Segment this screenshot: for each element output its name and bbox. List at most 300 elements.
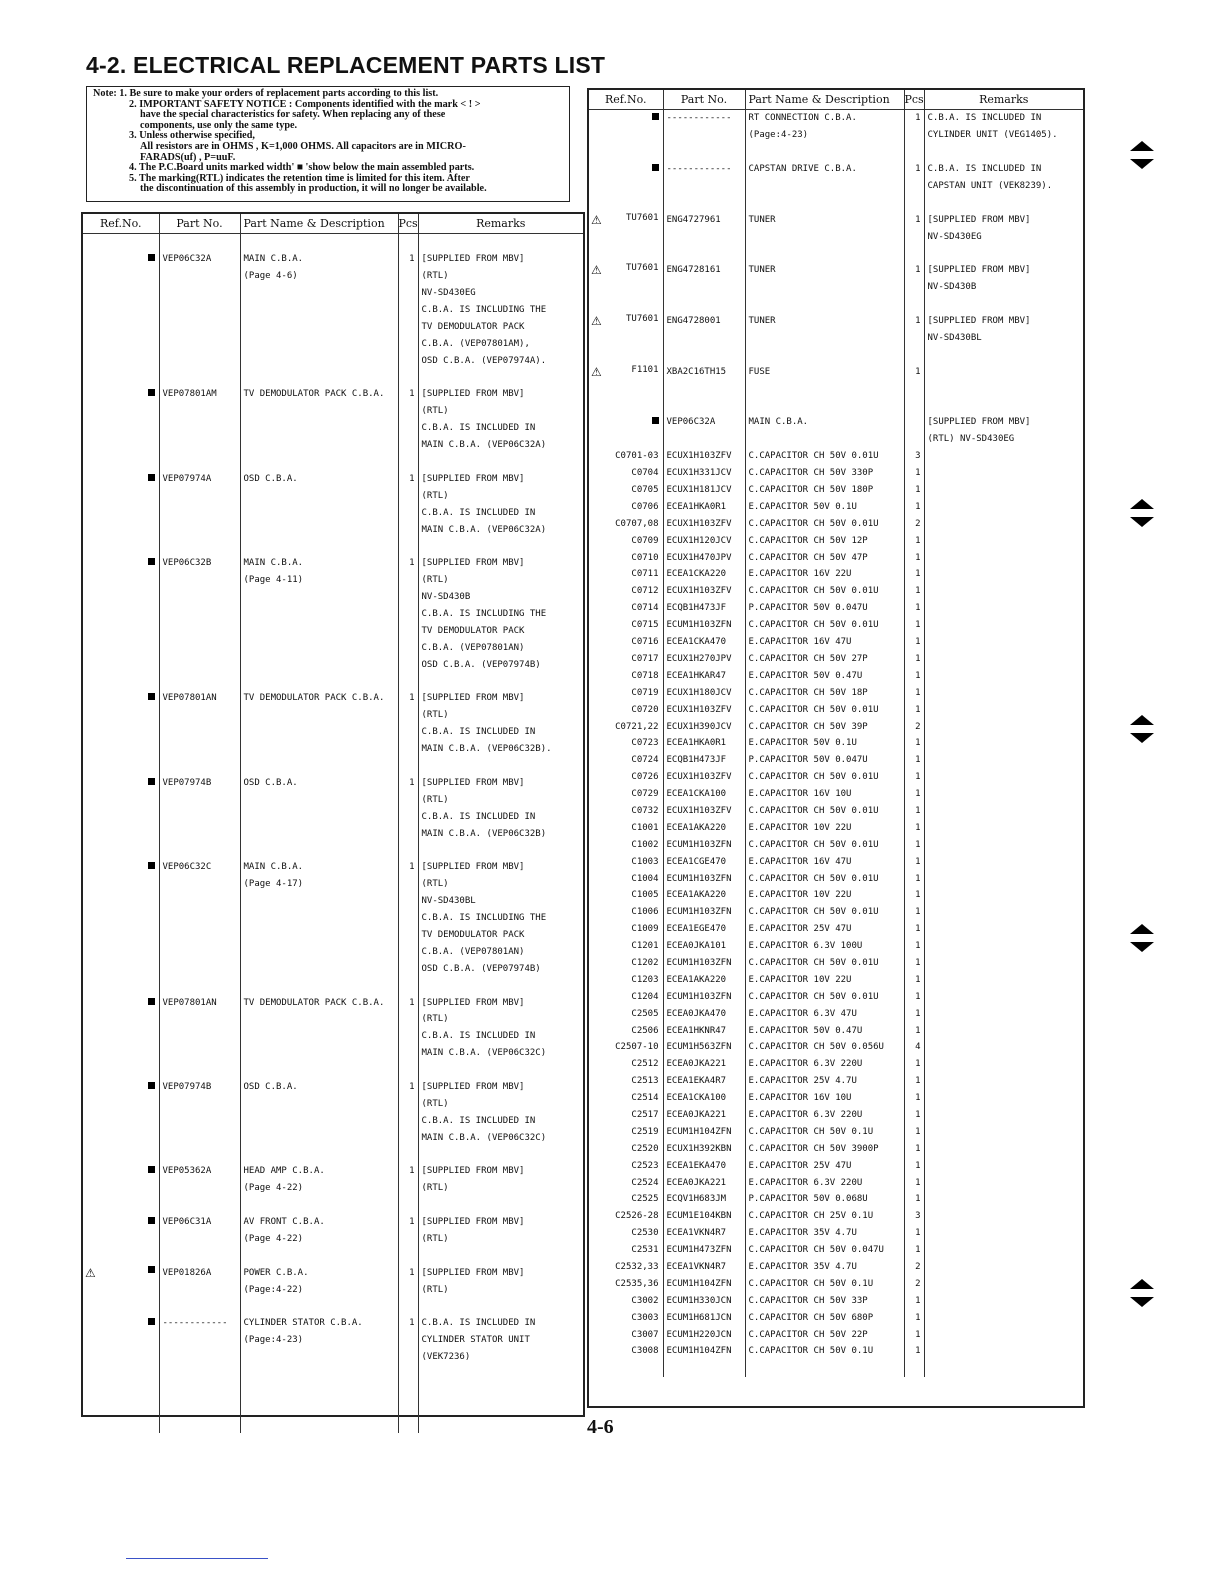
table-row: [589, 684, 1083, 701]
table-row: [83, 369, 583, 386]
table-row: [83, 977, 583, 994]
table-row: [83, 622, 583, 639]
pcs-cell: 1: [904, 870, 924, 887]
table-row: [83, 268, 583, 285]
header-part-name: Part Name & Description: [240, 214, 398, 234]
remarks-cell: [418, 538, 583, 555]
ref-no-text: C1001: [631, 822, 659, 833]
ref-no-cell: [83, 1332, 159, 1349]
remarks-cell: [418, 1197, 583, 1214]
part-no-cell: [159, 724, 240, 741]
part-name-cell: [240, 893, 398, 910]
ref-no-text: C0701-03: [615, 451, 659, 462]
table-row: [589, 1022, 1083, 1039]
part-name-cell: [745, 346, 904, 363]
table-row: [589, 971, 1083, 988]
part-no-cell: VEP06C32A: [159, 251, 240, 268]
part-no-cell: ECUX1H103ZFV: [663, 803, 745, 820]
part-name-cell: C.CAPACITOR CH 50V 3900P: [745, 1140, 904, 1157]
part-no-cell: [663, 1360, 745, 1377]
pcs-cell: 1: [904, 161, 924, 178]
remarks-cell: [924, 1275, 1083, 1292]
ref-no-cell: [83, 859, 159, 876]
ref-no-cell: [589, 938, 663, 955]
ref-no-cell: [589, 667, 663, 684]
ref-no-cell: [589, 397, 663, 414]
part-name-cell: OSD C.B.A.: [240, 1079, 398, 1096]
table-row: [83, 808, 583, 825]
pcs-cell: 1: [904, 1056, 924, 1073]
pcs-cell: 1: [904, 1073, 924, 1090]
table-row: [589, 363, 1083, 380]
part-no-cell: ------------: [663, 161, 745, 178]
pcs-cell: [904, 346, 924, 363]
remarks-cell: C.B.A. (VEP07801AM),: [418, 335, 583, 352]
part-no-cell: [159, 927, 240, 944]
ref-no-cell: [83, 775, 159, 792]
table-row: [83, 234, 583, 251]
pcb-unit-marker-icon: [148, 1217, 155, 1224]
part-no-cell: ECEA1AKA220: [663, 819, 745, 836]
ref-no-cell: [83, 1366, 159, 1383]
remarks-cell: [418, 1416, 583, 1433]
remarks-cell: [924, 1039, 1083, 1056]
table-row: [589, 769, 1083, 786]
pcs-cell: [398, 724, 418, 741]
part-no-cell: ECEA1CGE470: [663, 853, 745, 870]
part-name-cell: E.CAPACITOR 25V 47U: [745, 1157, 904, 1174]
part-name-cell: E.CAPACITOR 16V 10U: [745, 1090, 904, 1107]
ref-no-cell: [589, 228, 663, 245]
ref-no-cell: [589, 1292, 663, 1309]
table-row: [589, 346, 1083, 363]
pcs-cell: 1: [904, 363, 924, 380]
pcs-cell: [398, 673, 418, 690]
remarks-cell: (RTL): [418, 403, 583, 420]
remarks-cell: OSD C.B.A. (VEP07974A).: [418, 352, 583, 369]
ref-no-text: C1006: [631, 907, 659, 918]
ref-no-cell: [589, 955, 663, 972]
ref-no-cell: [589, 600, 663, 617]
part-name-cell: TUNER: [745, 262, 904, 279]
remarks-cell: [924, 1174, 1083, 1191]
table-row: [589, 634, 1083, 651]
part-no-cell: ECUX1H392KBN: [663, 1140, 745, 1157]
ref-no-cell: [589, 1191, 663, 1208]
remarks-cell: C.B.A. IS INCLUDED IN: [924, 161, 1083, 178]
part-no-cell: [159, 1231, 240, 1248]
table-row: [83, 437, 583, 454]
remarks-cell: [924, 380, 1083, 397]
ref-no-text: C2513: [631, 1076, 659, 1087]
part-name-cell: [240, 521, 398, 538]
pcs-cell: [398, 943, 418, 960]
part-name-cell: MAIN C.B.A.: [240, 251, 398, 268]
pcs-cell: [398, 369, 418, 386]
ref-no-text: C0715: [631, 620, 659, 631]
ref-no-cell: [589, 566, 663, 583]
part-name-cell: C.CAPACITOR CH 50V 0.01U: [745, 904, 904, 921]
remarks-cell: (RTL): [418, 1011, 583, 1028]
pcs-cell: [398, 420, 418, 437]
part-no-cell: VEP07974A: [159, 470, 240, 487]
note-line: the discontinuation of this assembly in production, it will no longer be available.: [140, 183, 487, 195]
part-no-cell: [159, 606, 240, 623]
ref-no-cell: [83, 741, 159, 758]
part-name-cell: C.CAPACITOR CH 50V 12P: [745, 532, 904, 549]
remarks-cell: [924, 819, 1083, 836]
part-name-cell: P.CAPACITOR 50V 0.047U: [745, 752, 904, 769]
part-no-cell: [159, 1281, 240, 1298]
part-no-cell: ECEA1VKN4R7: [663, 1225, 745, 1242]
ref-no-cell: [83, 538, 159, 555]
part-name-cell: E.CAPACITOR 10V 22U: [745, 887, 904, 904]
pcs-cell: [398, 1197, 418, 1214]
pcs-cell: 1: [398, 1264, 418, 1281]
table-row: [83, 420, 583, 437]
remarks-cell: MAIN C.B.A. (VEP06C32A): [418, 521, 583, 538]
ref-no-cell: [589, 279, 663, 296]
ref-no-text: C0705: [631, 485, 659, 496]
pcs-cell: 1: [904, 819, 924, 836]
pcs-cell: [904, 296, 924, 313]
remarks-cell: [418, 842, 583, 859]
part-name-cell: [745, 330, 904, 347]
remarks-cell: [924, 482, 1083, 499]
remarks-cell: [924, 1022, 1083, 1039]
part-no-cell: [159, 977, 240, 994]
pcs-cell: [398, 352, 418, 369]
ref-no-text: C2505: [631, 1008, 659, 1019]
remarks-cell: [418, 1298, 583, 1315]
ref-no-cell: [589, 515, 663, 532]
part-no-cell: ECUM1H103ZFN: [663, 617, 745, 634]
remarks-cell: NV-SD430EG: [418, 285, 583, 302]
remarks-cell: [924, 1056, 1083, 1073]
remarks-cell: [924, 1225, 1083, 1242]
ref-no-cell: [589, 786, 663, 803]
ref-no-cell: [83, 369, 159, 386]
pcs-cell: 4: [904, 1039, 924, 1056]
pcs-cell: [398, 437, 418, 454]
ref-no-cell: [83, 1197, 159, 1214]
part-name-cell: [240, 622, 398, 639]
part-name-cell: OSD C.B.A.: [240, 775, 398, 792]
part-name-cell: C.CAPACITOR CH 50V 0.047U: [745, 1242, 904, 1259]
table-row: [83, 690, 583, 707]
ref-no-text: TU7601: [625, 314, 659, 325]
ref-no-text: C0729: [631, 789, 659, 800]
remarks-cell: [924, 144, 1083, 161]
table-row: [83, 572, 583, 589]
remarks-cell: [924, 346, 1083, 363]
part-name-cell: MAIN C.B.A.: [745, 414, 904, 431]
part-no-cell: [663, 127, 745, 144]
part-name-cell: E.CAPACITOR 6.3V 100U: [745, 938, 904, 955]
ref-no-cell: [83, 1383, 159, 1400]
pcs-cell: [398, 910, 418, 927]
part-no-cell: ECUM1E104KBN: [663, 1208, 745, 1225]
table-row: [83, 555, 583, 572]
ref-no-text: C0711: [631, 569, 659, 580]
part-name-cell: C.CAPACITOR CH 50V 0.1U: [745, 1343, 904, 1360]
ref-no-cell: [589, 1360, 663, 1377]
part-name-cell: E.CAPACITOR 35V 4.7U: [745, 1225, 904, 1242]
part-name-cell: E.CAPACITOR 10V 22U: [745, 819, 904, 836]
remarks-cell: [924, 1259, 1083, 1276]
header-part-no: Part No.: [159, 214, 240, 234]
part-no-cell: VEP06C32C: [159, 859, 240, 876]
ref-no-text: C0716: [631, 637, 659, 648]
pcs-cell: [398, 622, 418, 639]
ref-no-text: C2525: [631, 1194, 659, 1205]
part-name-cell: E.CAPACITOR 6.3V 220U: [745, 1056, 904, 1073]
ref-no-cell: [589, 769, 663, 786]
table-row: [83, 1129, 583, 1146]
ref-no-cell: [589, 803, 663, 820]
pcs-cell: [904, 1360, 924, 1377]
pcb-unit-marker-icon: [148, 474, 155, 481]
part-name-cell: C.CAPACITOR CH 25V 0.1U: [745, 1208, 904, 1225]
margin-marker-icon: [1128, 496, 1156, 530]
table-row: [83, 825, 583, 842]
pcb-unit-marker-icon: [148, 254, 155, 261]
ref-no-text: C0714: [631, 603, 659, 614]
table-row: [589, 414, 1083, 431]
ref-no-text: C2524: [631, 1177, 659, 1188]
ref-no-cell: [589, 836, 663, 853]
part-name-cell: [240, 487, 398, 504]
remarks-cell: C.B.A. (VEP07801AN): [418, 639, 583, 656]
part-name-cell: CYLINDER STATOR C.B.A.: [240, 1315, 398, 1332]
part-name-cell: [240, 960, 398, 977]
remarks-cell: C.B.A. IS INCLUDING THE: [418, 910, 583, 927]
margin-marker-icon: [1128, 138, 1156, 172]
remarks-cell: MAIN C.B.A. (VEP06C32B).: [418, 741, 583, 758]
table-row: [589, 127, 1083, 144]
part-no-cell: [159, 639, 240, 656]
ref-no-cell: [589, 532, 663, 549]
ref-no-cell: [589, 684, 663, 701]
part-no-cell: [663, 144, 745, 161]
table-row: [589, 870, 1083, 887]
remarks-cell: [SUPPLIED FROM MBV]: [924, 414, 1083, 431]
part-name-cell: TV DEMODULATOR PACK C.B.A.: [240, 386, 398, 403]
pcs-cell: 1: [904, 532, 924, 549]
part-name-cell: [240, 335, 398, 352]
part-no-cell: ECEA1EGE470: [663, 921, 745, 938]
remarks-cell: [924, 1191, 1083, 1208]
part-name-cell: C.CAPACITOR CH 50V 0.056U: [745, 1039, 904, 1056]
ref-no-cell: [83, 504, 159, 521]
pcs-cell: 2: [904, 718, 924, 735]
pcs-cell: 1: [904, 988, 924, 1005]
ref-no-cell: [83, 302, 159, 319]
pcs-cell: [398, 893, 418, 910]
ref-no-cell: [589, 1309, 663, 1326]
remarks-cell: [924, 1107, 1083, 1124]
remarks-cell: [SUPPLIED FROM MBV]: [418, 859, 583, 876]
part-name-cell: [240, 656, 398, 673]
part-no-cell: [159, 910, 240, 927]
pcb-unit-marker-icon: [148, 1266, 155, 1273]
part-name-cell: TUNER: [745, 313, 904, 330]
table-row: [589, 194, 1083, 211]
part-name-cell: [240, 1028, 398, 1045]
pcs-cell: [398, 1349, 418, 1366]
pcb-unit-marker-icon: [148, 1082, 155, 1089]
pcs-cell: 1: [904, 735, 924, 752]
part-no-cell: [663, 194, 745, 211]
part-name-cell: [745, 228, 904, 245]
part-no-cell: ECEA1AKA220: [663, 887, 745, 904]
remarks-cell: [SUPPLIED FROM MBV]: [924, 262, 1083, 279]
note-line: 3. Unless otherwise specified,: [129, 130, 255, 142]
safety-warning-icon: ⚠: [591, 263, 602, 278]
remarks-cell: [924, 1309, 1083, 1326]
table-row: [589, 566, 1083, 583]
part-no-cell: [159, 1416, 240, 1433]
ref-no-text: C0712: [631, 586, 659, 597]
pcs-cell: 2: [904, 1275, 924, 1292]
remarks-cell: C.B.A. IS INCLUDED IN: [418, 1028, 583, 1045]
remarks-cell: [924, 617, 1083, 634]
ref-no-cell: [83, 1011, 159, 1028]
ref-no-cell: [589, 482, 663, 499]
remarks-cell: [924, 1326, 1083, 1343]
ref-no-text: C2530: [631, 1228, 659, 1239]
table-row: [589, 482, 1083, 499]
pcs-cell: [398, 741, 418, 758]
pcs-cell: 1: [904, 684, 924, 701]
remarks-cell: [SUPPLIED FROM MBV]: [418, 690, 583, 707]
part-name-cell: C.CAPACITOR CH 50V 0.01U: [745, 955, 904, 972]
ref-no-cell: [83, 1163, 159, 1180]
table-row: [83, 1028, 583, 1045]
part-name-cell: (Page:4-23): [240, 1332, 398, 1349]
pcs-cell: [904, 330, 924, 347]
table-row: [589, 718, 1083, 735]
part-no-cell: [159, 1399, 240, 1416]
part-name-cell: (Page 4-6): [240, 268, 398, 285]
pcs-cell: 2: [904, 515, 924, 532]
remarks-cell: C.B.A. IS INCLUDED IN: [418, 1315, 583, 1332]
pcs-cell: [398, 825, 418, 842]
ref-no-cell: [83, 1298, 159, 1315]
ref-no-cell: [83, 910, 159, 927]
safety-warning-icon: ⚠: [591, 364, 602, 379]
remarks-cell: [924, 1208, 1083, 1225]
table-header-row: [589, 90, 1083, 110]
table-row: [83, 876, 583, 893]
part-no-cell: [159, 268, 240, 285]
part-name-cell: [745, 296, 904, 313]
remarks-cell: [924, 701, 1083, 718]
remarks-cell: C.B.A. IS INCLUDED IN: [418, 808, 583, 825]
pcs-cell: 1: [398, 470, 418, 487]
table-row: [83, 960, 583, 977]
pcb-unit-marker-icon: [148, 778, 155, 785]
part-no-cell: VEP07801AN: [159, 994, 240, 1011]
part-no-cell: ECUX1H270JPV: [663, 651, 745, 668]
ref-no-cell: [83, 420, 159, 437]
part-no-cell: ECEA1AKA220: [663, 971, 745, 988]
pcs-cell: [904, 127, 924, 144]
ref-no-cell: [83, 622, 159, 639]
pcs-cell: 2: [904, 1259, 924, 1276]
part-no-cell: [159, 707, 240, 724]
remarks-cell: [924, 803, 1083, 820]
part-no-cell: ENG4728161: [663, 262, 745, 279]
part-name-cell: C.CAPACITOR CH 50V 0.01U: [745, 701, 904, 718]
part-name-cell: [240, 977, 398, 994]
margin-marker-icon: [1128, 921, 1156, 955]
pcs-cell: 1: [904, 836, 924, 853]
ref-no-cell: [589, 651, 663, 668]
remarks-cell: [SUPPLIED FROM MBV]: [418, 1163, 583, 1180]
table-row: [589, 1242, 1083, 1259]
part-name-cell: C.CAPACITOR CH 50V 0.01U: [745, 803, 904, 820]
remarks-cell: NV-SD430EG: [924, 228, 1083, 245]
part-no-cell: ECUX1H180JCV: [663, 684, 745, 701]
table-row: [589, 701, 1083, 718]
part-name-cell: [240, 1383, 398, 1400]
table-row: [589, 583, 1083, 600]
part-no-cell: ECUM1H103ZFN: [663, 988, 745, 1005]
part-name-cell: C.CAPACITOR CH 50V 0.01U: [745, 870, 904, 887]
part-no-cell: [663, 431, 745, 448]
part-name-cell: [240, 1399, 398, 1416]
part-name-cell: C.CAPACITOR CH 50V 0.1U: [745, 1123, 904, 1140]
table-row: [83, 741, 583, 758]
ref-no-text: C0720: [631, 704, 659, 715]
remarks-cell: [418, 369, 583, 386]
pcs-cell: [398, 234, 418, 251]
ref-no-cell: [83, 470, 159, 487]
part-no-cell: [159, 285, 240, 302]
remarks-cell: [924, 1343, 1083, 1360]
remarks-cell: C.B.A. IS INCLUDED IN: [418, 420, 583, 437]
table-row: [83, 1079, 583, 1096]
remarks-cell: [418, 1366, 583, 1383]
table-row: [589, 1039, 1083, 1056]
part-name-cell: [240, 1095, 398, 1112]
pcs-cell: [398, 1180, 418, 1197]
table-row: [589, 1292, 1083, 1309]
ref-no-text: C0726: [631, 772, 659, 783]
pcs-cell: [398, 1011, 418, 1028]
ref-no-cell: [83, 1062, 159, 1079]
part-no-cell: ECQB1H473JF: [663, 752, 745, 769]
ref-no-cell: [83, 1129, 159, 1146]
remarks-cell: (RTL): [418, 707, 583, 724]
remarks-cell: [924, 735, 1083, 752]
table-row: [589, 1140, 1083, 1157]
part-name-cell: TV DEMODULATOR PACK C.B.A.: [240, 994, 398, 1011]
pcs-cell: 1: [904, 1107, 924, 1124]
part-name-cell: (Page:4-22): [240, 1281, 398, 1298]
table-row: [589, 904, 1083, 921]
ref-no-text: C3007: [631, 1329, 659, 1340]
part-no-cell: [159, 1247, 240, 1264]
part-no-cell: [159, 825, 240, 842]
pcs-cell: 1: [904, 752, 924, 769]
part-name-cell: [240, 791, 398, 808]
ref-no-cell: [589, 1140, 663, 1157]
pcs-cell: 1: [398, 1315, 418, 1332]
pcb-unit-marker-icon: [148, 389, 155, 396]
ref-no-cell: [83, 791, 159, 808]
